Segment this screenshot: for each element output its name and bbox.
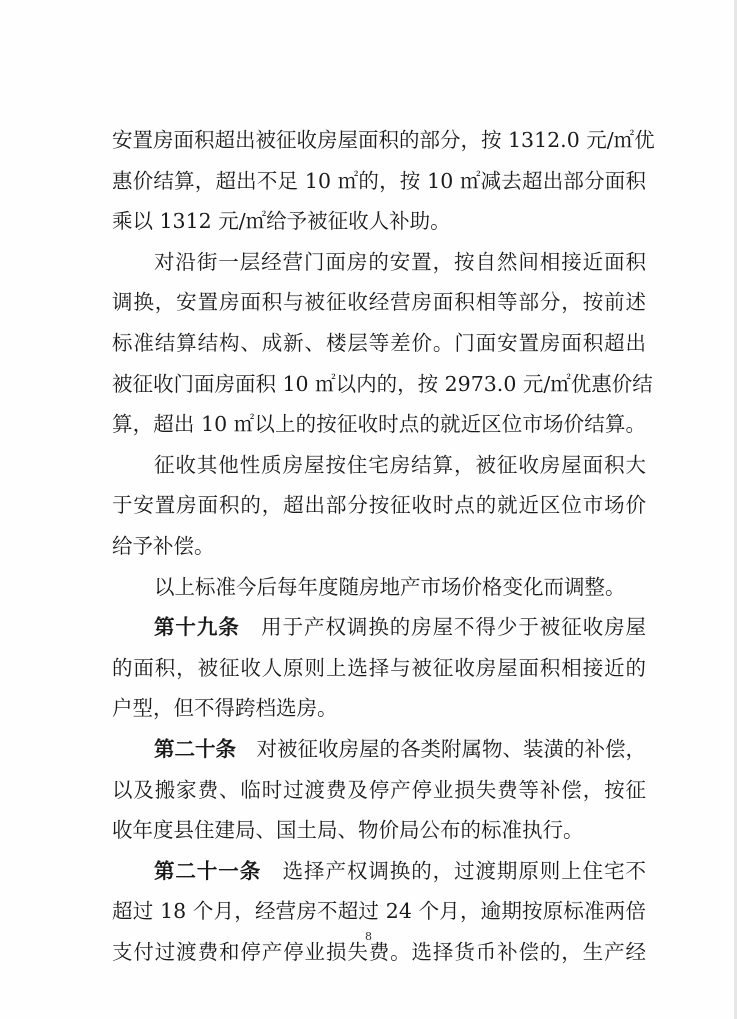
text-line: 超过 18 个月，经营房不超过 24 个月，逾期按原标准两倍	[112, 899, 646, 924]
text-line: 收年度县住建局、国土局、物价局公布的标准执行。	[112, 818, 584, 843]
text-segment: 用于产权调换的房屋不得少于被征收房屋	[261, 615, 647, 640]
text-line: 乘以 1312 元/㎡给予被征收人补助。	[112, 209, 451, 234]
text-segment: 对被征收房屋的各类附属物、装潢的补偿，	[256, 736, 646, 761]
text-line: 算，超出 10 ㎡以上的按征收时点的就近区位市场价结算。	[112, 412, 646, 437]
text-line: 惠价结算，超出不足 10 ㎡的，按 10 ㎡减去超出部分面积	[112, 168, 646, 193]
article-20-line	[112, 729, 646, 770]
text-line: 标准结算结构、成新、楼层等差价。门面安置房面积超出	[112, 330, 646, 355]
text-line: 支付过渡费和停产停业损失费。选择货币补偿的，生产经	[112, 939, 646, 964]
article-21-line	[112, 851, 646, 892]
text-line: 征收其他性质房屋按住宅房结算，被征收房屋面积大	[154, 452, 646, 477]
text-segment: 选择产权调换的，过渡期原则上住宅不	[282, 858, 647, 883]
text-line: 被征收门面房面积 10 ㎡以内的，按 2973.0 元/㎡优惠价结	[112, 371, 653, 396]
article-20-heading: 第二十条	[154, 736, 236, 761]
text-line: 的面积，被征收人原则上选择与被征收房屋面积相接近的	[112, 655, 646, 680]
text-line: 户型，但不得跨档选房。	[112, 696, 338, 721]
text-line: 给予补偿。	[112, 533, 215, 558]
article-19-heading: 第十九条	[154, 615, 240, 640]
text-line: 于安置房面积的，超出部分按征收时点的就近区位市场价	[112, 493, 646, 518]
text-line: 以上标准今后每年度随房地产市场价格变化而调整。	[154, 574, 626, 599]
text-line: 对沿街一层经营门面房的安置，按自然间相接近面积	[154, 249, 646, 274]
text-line: 以及搬家费、临时过渡费及停产停业损失费等补偿，按征	[112, 777, 646, 802]
body-text	[112, 120, 655, 972]
article-19-line	[112, 607, 646, 648]
page-number: 8	[365, 930, 372, 943]
text-line: 调换，安置房面积与被征收经营房面积相等部分，按前述	[112, 290, 646, 315]
article-21-heading: 第二十一条	[154, 858, 262, 883]
text-line: 安置房面积超出被征收房屋面积的部分，按 1312.0 元/㎡优	[112, 128, 655, 152]
